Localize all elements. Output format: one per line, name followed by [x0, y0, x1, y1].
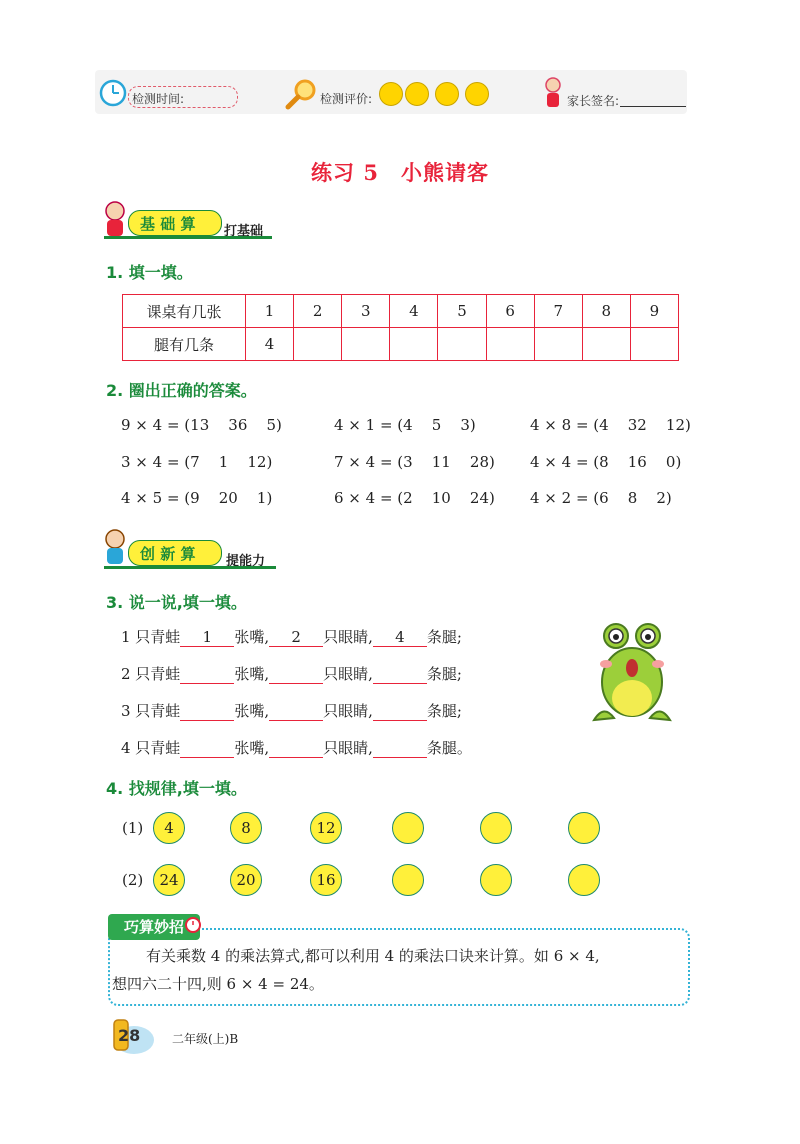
table-cell: 课桌有几张: [123, 295, 246, 328]
table-cell: 7: [534, 295, 582, 328]
row-word: 张嘴,: [234, 665, 270, 683]
answer-blank[interactable]: [269, 665, 323, 684]
answer-cell[interactable]: [582, 328, 630, 361]
frog-row-1: [121, 626, 462, 647]
section-basic-underline: [104, 236, 272, 239]
tip-text-line1: 有关乘数 4 的乘法算式,都可以利用 4 的乘法口诀来计算。如 6 × 4,: [146, 947, 600, 965]
answer-blank[interactable]: [373, 665, 427, 684]
frog-row-3: [121, 700, 462, 721]
row-word: 条腿;: [426, 665, 462, 683]
answer-circle[interactable]: [568, 812, 600, 844]
q1-table: [122, 294, 679, 361]
table-row: [123, 295, 679, 328]
table-cell: 6: [486, 295, 534, 328]
answer-blank[interactable]: 4: [373, 628, 427, 647]
q2-label: 2. 圈出正确的答案。: [106, 381, 257, 400]
clock-icon: [98, 78, 128, 108]
table-cell: 2: [294, 295, 342, 328]
equation[interactable]: 3 × 4 = (7 1 12): [121, 453, 273, 471]
answer-blank[interactable]: [269, 739, 323, 758]
answer-blank[interactable]: 2: [269, 628, 323, 647]
tip-text-line2: 想四六二十四,则 6 × 4 = 24。: [112, 975, 324, 993]
row-word: 张嘴,: [234, 628, 270, 646]
equation[interactable]: 7 × 4 = (3 11 28): [334, 453, 495, 471]
answer-circle[interactable]: [392, 812, 424, 844]
answer-circle[interactable]: [392, 864, 424, 896]
row-word: 条腿;: [426, 628, 462, 646]
answer-cell[interactable]: [438, 328, 486, 361]
row-tag: (2): [122, 871, 144, 889]
answer-blank[interactable]: [373, 739, 427, 758]
time-label: 检测时间:: [132, 92, 185, 106]
row-word: 条腿;: [426, 702, 462, 720]
tip-label: 巧算妙招: [108, 914, 200, 940]
section-basic-subtitle: 打基础: [224, 224, 264, 239]
answer-cell[interactable]: [294, 328, 342, 361]
section-innov-underline: [104, 566, 276, 569]
row-tag: (1): [122, 819, 144, 837]
q3-label: 3. 说一说,填一填。: [106, 593, 247, 612]
section-innov-title: 创 新 算: [140, 545, 196, 563]
answer-blank[interactable]: [373, 702, 427, 721]
row-word: 张嘴,: [234, 702, 270, 720]
row-word: 只眼睛,: [323, 665, 373, 683]
answer-cell[interactable]: [534, 328, 582, 361]
sequence-circle: 20: [230, 864, 262, 896]
row-word: 只眼睛,: [323, 702, 373, 720]
equation[interactable]: 4 × 5 = (9 20 1): [121, 489, 273, 507]
answer-blank[interactable]: 1: [180, 628, 234, 647]
grin-icon[interactable]: [405, 82, 429, 106]
table-cell: 腿有几条: [123, 328, 246, 361]
table-cell: 5: [438, 295, 486, 328]
row-word: 只眼睛,: [323, 739, 373, 757]
smile-icon[interactable]: [379, 82, 403, 106]
child-icon: [541, 76, 565, 110]
row-word: 只眼睛,: [323, 628, 373, 646]
answer-cell[interactable]: [486, 328, 534, 361]
table-cell: 1: [246, 295, 294, 328]
row-prefix: 1 只青蛙: [121, 628, 181, 646]
sequence-circle: 4: [153, 812, 185, 844]
equation[interactable]: 4 × 1 = (4 5 3): [334, 416, 476, 434]
answer-cell[interactable]: [390, 328, 438, 361]
answer-blank[interactable]: [180, 702, 234, 721]
answer-blank[interactable]: [269, 702, 323, 721]
page-title: 练习 5 小熊请客: [311, 160, 489, 185]
answer-blank[interactable]: [180, 739, 234, 758]
crying-icon[interactable]: [465, 82, 489, 106]
sequence-circle: 16: [310, 864, 342, 896]
frog-row-4: [121, 737, 472, 758]
answer-blank[interactable]: [180, 665, 234, 684]
row-prefix: 3 只青蛙: [121, 702, 181, 720]
table-cell: 4: [246, 328, 294, 361]
sequence-circle: 12: [310, 812, 342, 844]
boy-mascot-icon: [100, 528, 130, 570]
worried-icon[interactable]: [435, 82, 459, 106]
table-cell: 4: [390, 295, 438, 328]
grade-label: 二年级(上)B: [172, 1032, 239, 1046]
answer-circle[interactable]: [568, 864, 600, 896]
equation[interactable]: 4 × 2 = (6 8 2): [530, 489, 672, 507]
answer-cell[interactable]: [630, 328, 678, 361]
frog-row-2: [121, 663, 462, 684]
alarm-clock-icon: [184, 915, 202, 933]
row-word: 张嘴,: [234, 739, 270, 757]
row-word: 条腿。: [426, 739, 472, 757]
equation[interactable]: 4 × 4 = (8 16 0): [530, 453, 682, 471]
table-cell: 8: [582, 295, 630, 328]
section-basic-title: 基 础 算: [140, 215, 196, 233]
sequence-circle: 24: [153, 864, 185, 896]
girl-mascot-icon: [100, 200, 130, 240]
equation[interactable]: 6 × 4 = (2 10 24): [334, 489, 495, 507]
sequence-circle: 8: [230, 812, 262, 844]
q4-label: 4. 找规律,填一填。: [106, 779, 247, 798]
answer-circle[interactable]: [480, 812, 512, 844]
section-innov-subtitle: 提能力: [226, 554, 266, 569]
table-cell: 9: [630, 295, 678, 328]
answer-circle[interactable]: [480, 864, 512, 896]
q1-label: 1. 填一填。: [106, 263, 193, 282]
row-prefix: 4 只青蛙: [121, 739, 181, 757]
answer-cell[interactable]: [342, 328, 390, 361]
table-cell: 3: [342, 295, 390, 328]
frog-icon: [590, 620, 674, 726]
row-prefix: 2 只青蛙: [121, 665, 181, 683]
equation[interactable]: 4 × 8 = (4 32 12): [530, 416, 691, 434]
table-row: [123, 328, 679, 361]
magnifier-icon: [285, 78, 319, 110]
page-number: 28: [118, 1026, 141, 1045]
equation[interactable]: 9 × 4 = (13 36 5): [121, 416, 282, 434]
sign-label: 家长签名:: [567, 94, 620, 108]
sign-line[interactable]: [620, 106, 686, 107]
eval-label: 检测评价:: [320, 92, 373, 106]
